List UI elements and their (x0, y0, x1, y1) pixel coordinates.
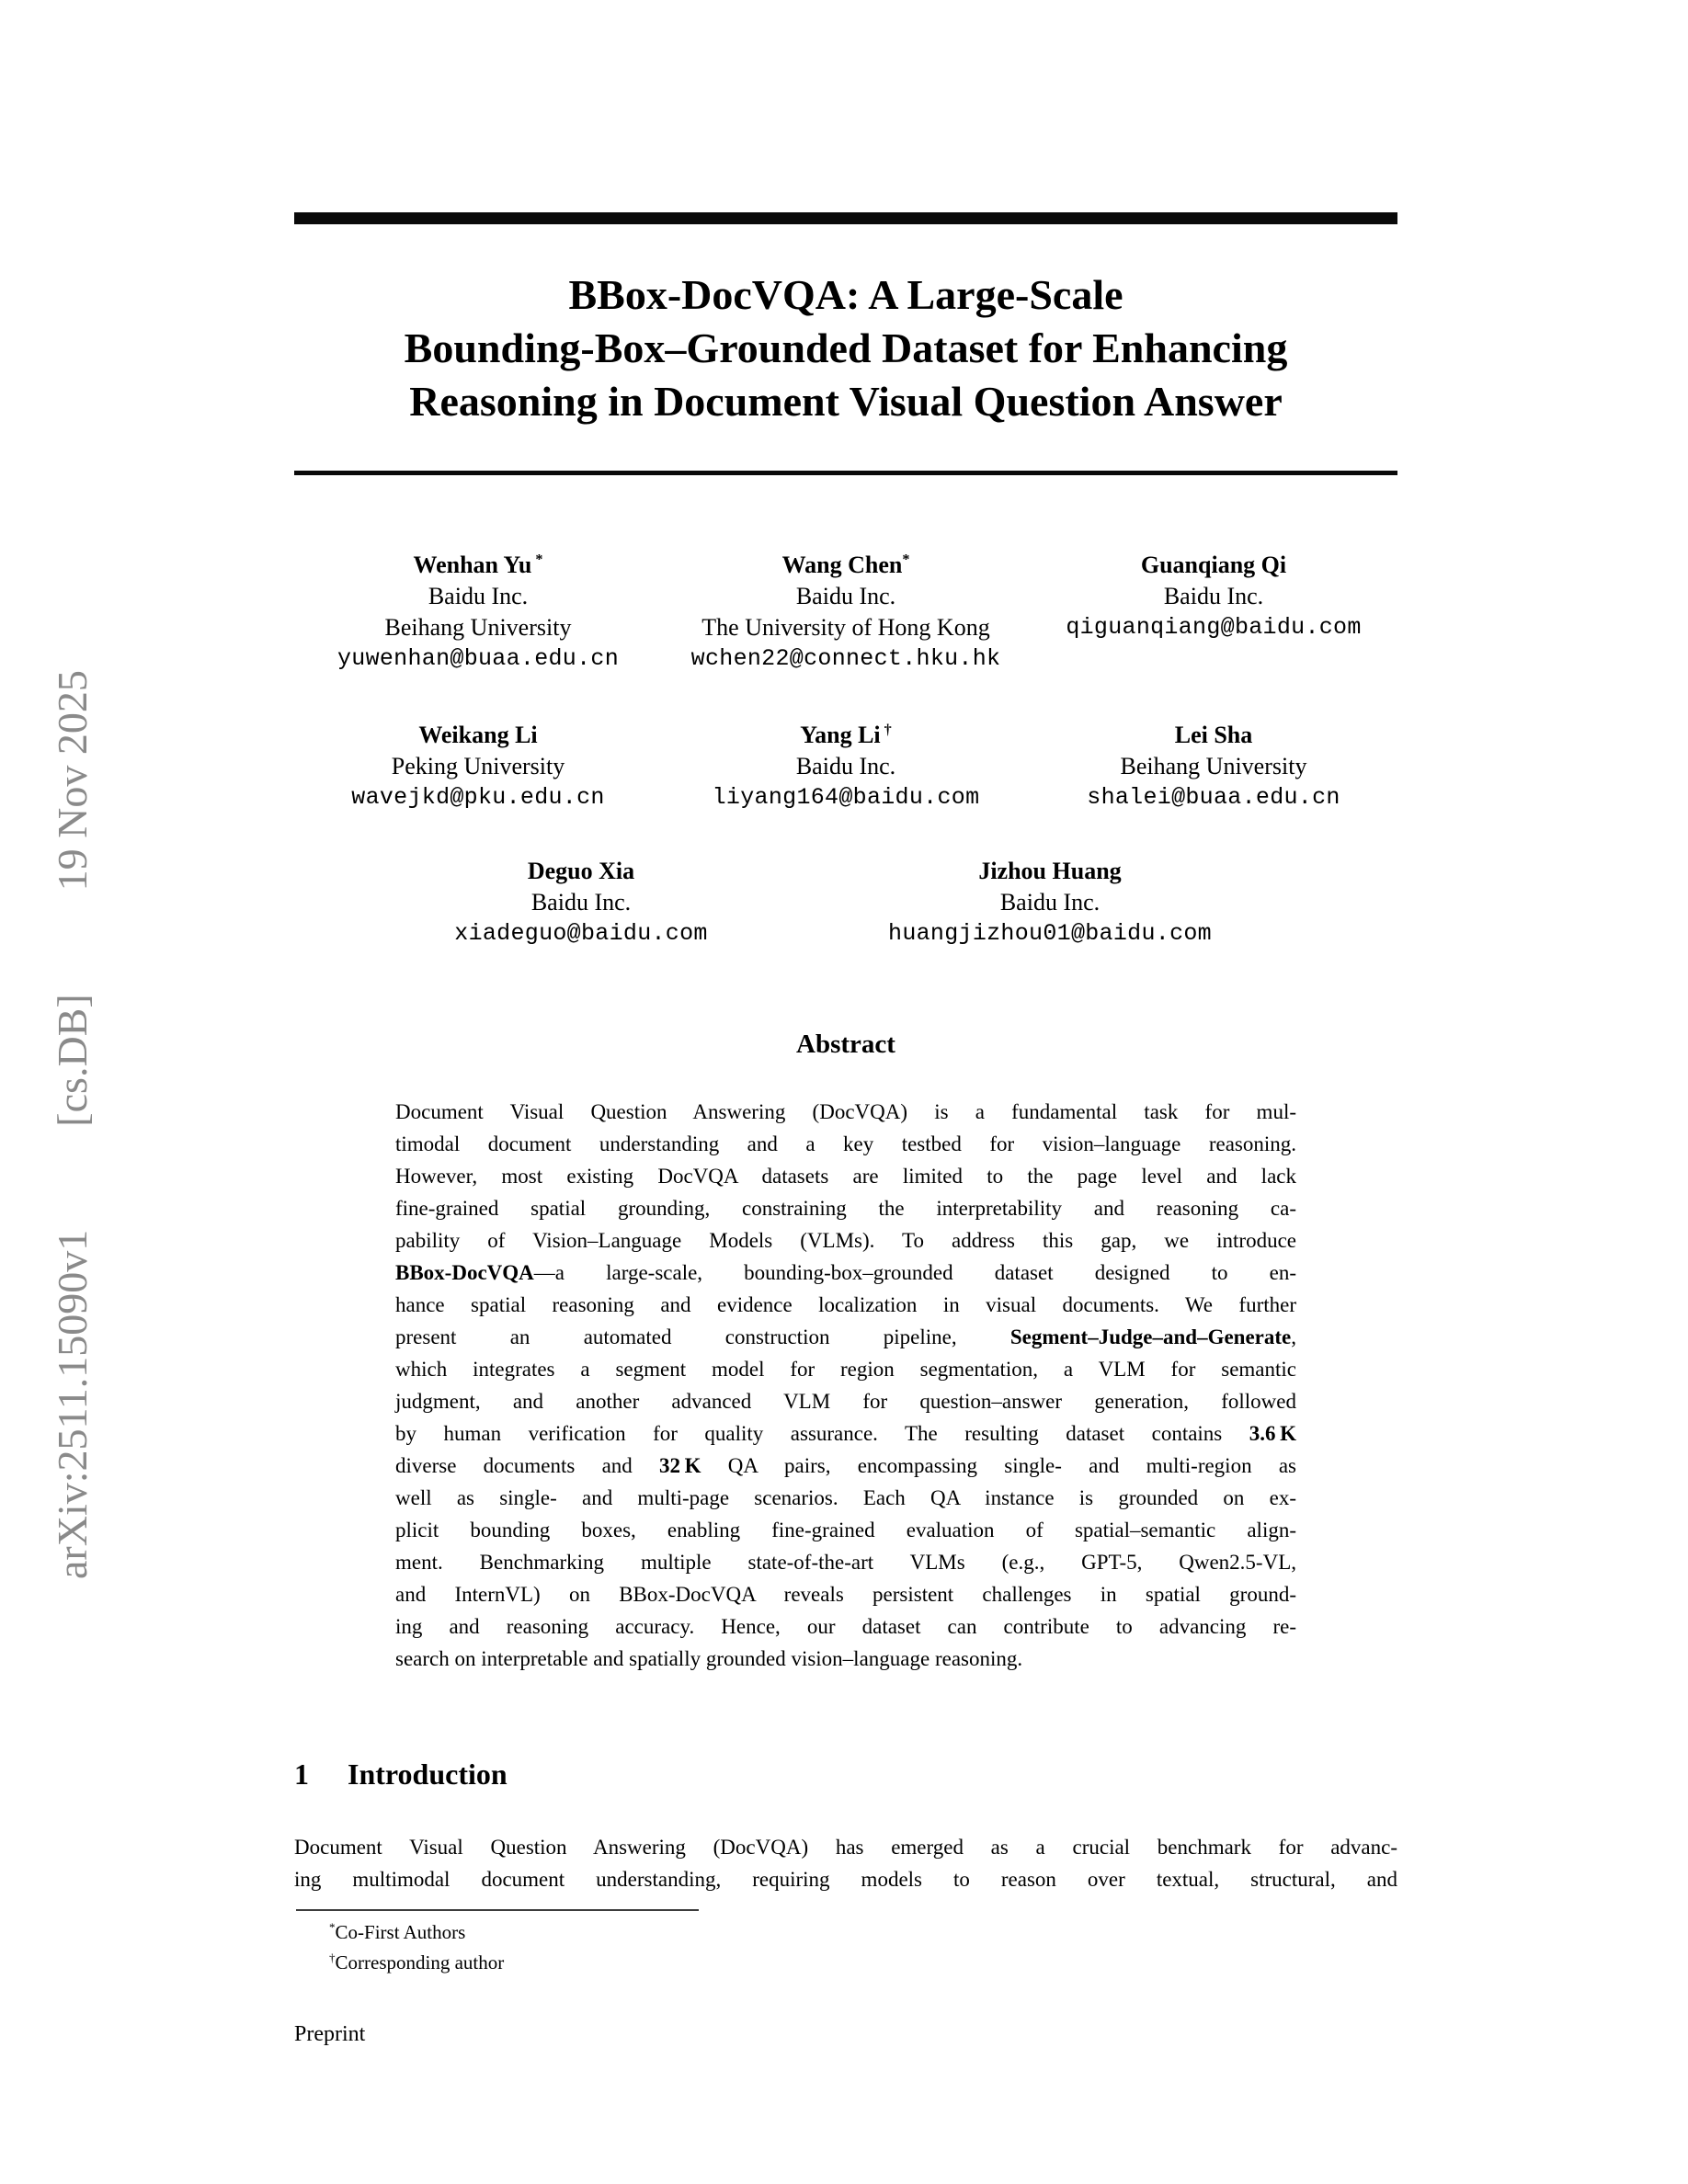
abstract-line (395, 1160, 1296, 1192)
abstract-line (395, 1514, 1296, 1546)
body-text: judgment, and another advanced VLM for question–answer generation, followed (395, 1390, 1296, 1413)
abstract-line (395, 1257, 1296, 1289)
title-rule-bottom (294, 471, 1397, 475)
author-name: Weikang Li (418, 722, 538, 748)
body-text: —a large-scale, bounding-box–grounded dataset designed to en- (533, 1261, 1296, 1284)
footnotes (296, 1917, 1399, 1978)
paper-title (292, 268, 1399, 428)
body-text: search on interpretable and spatially grounded vision–language reasoning. (395, 1647, 1023, 1670)
body-text: fine-grained spatial grounding, constraining the interpretability and reasoning ca- (395, 1197, 1296, 1220)
footnote-rule (296, 1909, 699, 1911)
author-name: Guanqiang Qi (1140, 552, 1287, 578)
abstract-line (395, 1128, 1296, 1160)
author-email: shalei@buaa.edu.cn (1087, 784, 1340, 811)
arxiv-watermark-part: [cs.DB] (49, 994, 96, 1127)
body-text: ing multimodal document understanding, requiring models to reason over textual, structural, and (294, 1868, 1397, 1891)
author-block (294, 856, 868, 950)
abstract-line (395, 1610, 1296, 1643)
body-text: pability of Vision–Language Models (VLMs). To address this gap, we introduce (395, 1229, 1296, 1252)
footnote: †Corresponding author (329, 1951, 505, 1974)
preprint-label: Preprint (294, 2022, 366, 2046)
abstract-line (395, 1321, 1296, 1353)
author-affiliation: Baidu Inc. (1163, 583, 1264, 609)
abstract-line (395, 1289, 1296, 1321)
author-email: xiadeguo@baidu.com (454, 920, 708, 947)
paper-title-line: BBox-DocVQA: A Large-Scale (568, 271, 1123, 318)
author-affiliation: Peking University (391, 753, 565, 779)
author-block (868, 856, 1232, 950)
bold-text: 3.6 K (1249, 1422, 1296, 1445)
abstract-line (395, 1224, 1296, 1257)
body-text: present an automated construction pipeline, (395, 1325, 1010, 1348)
abstract-line (395, 1643, 1296, 1675)
author-name: Yang Li † (800, 722, 892, 748)
author-email: yuwenhan@buaa.edu.cn (336, 645, 620, 672)
author-email: liyang164@baidu.com (712, 784, 980, 811)
author-block-row (294, 856, 1397, 950)
abstract-line (395, 1450, 1296, 1482)
author-footnote-marker: * (531, 552, 543, 568)
author-email: huangjizhou01@baidu.com (888, 920, 1212, 947)
body-text: which integrates a segment model for region segmentation, a VLM for semantic (395, 1358, 1296, 1381)
body-text: hance spatial reasoning and evidence localization in visual documents. We further (395, 1293, 1296, 1316)
body-text: timodal document understanding and a key testbed for vision–language reasoning. (395, 1132, 1296, 1155)
author-name: Lei Sha (1174, 722, 1253, 748)
author-name: Jizhou Huang (978, 858, 1122, 884)
author-footnote-marker: * (902, 552, 910, 568)
author-email: wavejkd@pku.edu.cn (351, 784, 605, 811)
body-text: However, most existing DocVQA datasets are limited to the page level and lack (395, 1165, 1296, 1188)
bold-text: Segment–Judge–and–Generate (1009, 1325, 1292, 1348)
abstract-line (395, 1546, 1296, 1578)
author-affiliation: Baidu Inc. (999, 889, 1101, 916)
bold-text: BBox-DocVQA (395, 1261, 534, 1284)
abstract-line (395, 1578, 1296, 1610)
body-text: and InternVL) on BBox-DocVQA reveals persistent challenges in spatial ground- (395, 1583, 1296, 1606)
author-block-row (294, 550, 1397, 675)
abstract-line (395, 1482, 1296, 1514)
author-block (294, 550, 662, 675)
body-text: diverse documents and (395, 1454, 660, 1477)
body-text: plicit bounding boxes, enabling fine-grained evaluation of spatial–semantic align- (395, 1519, 1296, 1541)
paragraph-line (294, 1831, 1397, 1863)
author-affiliation: Beihang University (384, 614, 572, 641)
body-text: , (1291, 1325, 1296, 1348)
author-name: Deguo Xia (527, 858, 635, 884)
author-affiliation: Baidu Inc. (795, 753, 896, 779)
body-text: by human verification for quality assurance. The resulting dataset contains (395, 1422, 1249, 1445)
section-heading-introduction (294, 1757, 1397, 1792)
abstract-line (395, 1385, 1296, 1417)
footnote-marker: † (329, 1951, 336, 1964)
arxiv-watermark-part: 19 Nov 2025 (49, 670, 96, 892)
author-email: qiguanqiang@baidu.com (1066, 614, 1362, 641)
footnote-marker: * (329, 1920, 336, 1934)
author-affiliation: Baidu Inc. (530, 889, 632, 916)
abstract-body (395, 1096, 1296, 1675)
author-block (662, 550, 1030, 675)
body-text: Document Visual Question Answering (DocVQA) has emerged as a crucial benchmark for advanc- (294, 1836, 1397, 1859)
author-name: Wenhan Yu * (413, 552, 543, 578)
author-affiliation: Baidu Inc. (795, 583, 896, 609)
author-block (1030, 720, 1397, 813)
arxiv-watermark (48, 670, 97, 1579)
body-text: ing and reasoning accuracy. Hence, our dataset can contribute to advancing re- (395, 1615, 1296, 1638)
author-block (294, 720, 662, 813)
section-title: Introduction (348, 1757, 508, 1791)
author-affiliation: Beihang University (1120, 753, 1307, 779)
author-email: wchen22@connect.hku.hk (690, 645, 1001, 672)
title-rule-top (294, 212, 1397, 224)
body-text: Document Visual Question Answering (DocVQA) is a fundamental task for mul- (395, 1100, 1296, 1123)
abstract-heading: Abstract (796, 1029, 895, 1059)
paper-title-line: Reasoning in Document Visual Question Answer (409, 378, 1283, 425)
author-footnote-marker: † (880, 722, 892, 738)
body-text: QA pairs, encompassing single- and multi-region as (701, 1454, 1296, 1477)
author-block-row (294, 720, 1397, 813)
bold-text: 32 K (659, 1454, 701, 1477)
paragraph-line (294, 1863, 1397, 1895)
section-number: 1 (294, 1757, 309, 1791)
abstract-line (395, 1192, 1296, 1224)
body-text: ment. Benchmarking multiple state-of-the-art VLMs (e.g., GPT-5, Qwen2.5-VL, (395, 1551, 1296, 1574)
author-block (662, 720, 1030, 813)
body-text: well as single- and multi-page scenarios. Each QA instance is grounded on ex- (395, 1486, 1296, 1509)
author-affiliation: Baidu Inc. (428, 583, 529, 609)
author-block (1030, 550, 1397, 675)
abstract-line (395, 1417, 1296, 1450)
paper-title-line: Bounding-Box–Grounded Dataset for Enhancing (404, 324, 1288, 371)
footnote: *Co-First Authors (329, 1920, 466, 1943)
introduction-paragraph (294, 1831, 1397, 1895)
abstract-line (395, 1096, 1296, 1128)
arxiv-watermark-part: arXiv:2511.15090v1 (49, 1229, 96, 1579)
author-name: Wang Chen* (781, 552, 910, 578)
author-affiliation: The University of Hong Kong (701, 614, 990, 641)
abstract-line (395, 1353, 1296, 1385)
